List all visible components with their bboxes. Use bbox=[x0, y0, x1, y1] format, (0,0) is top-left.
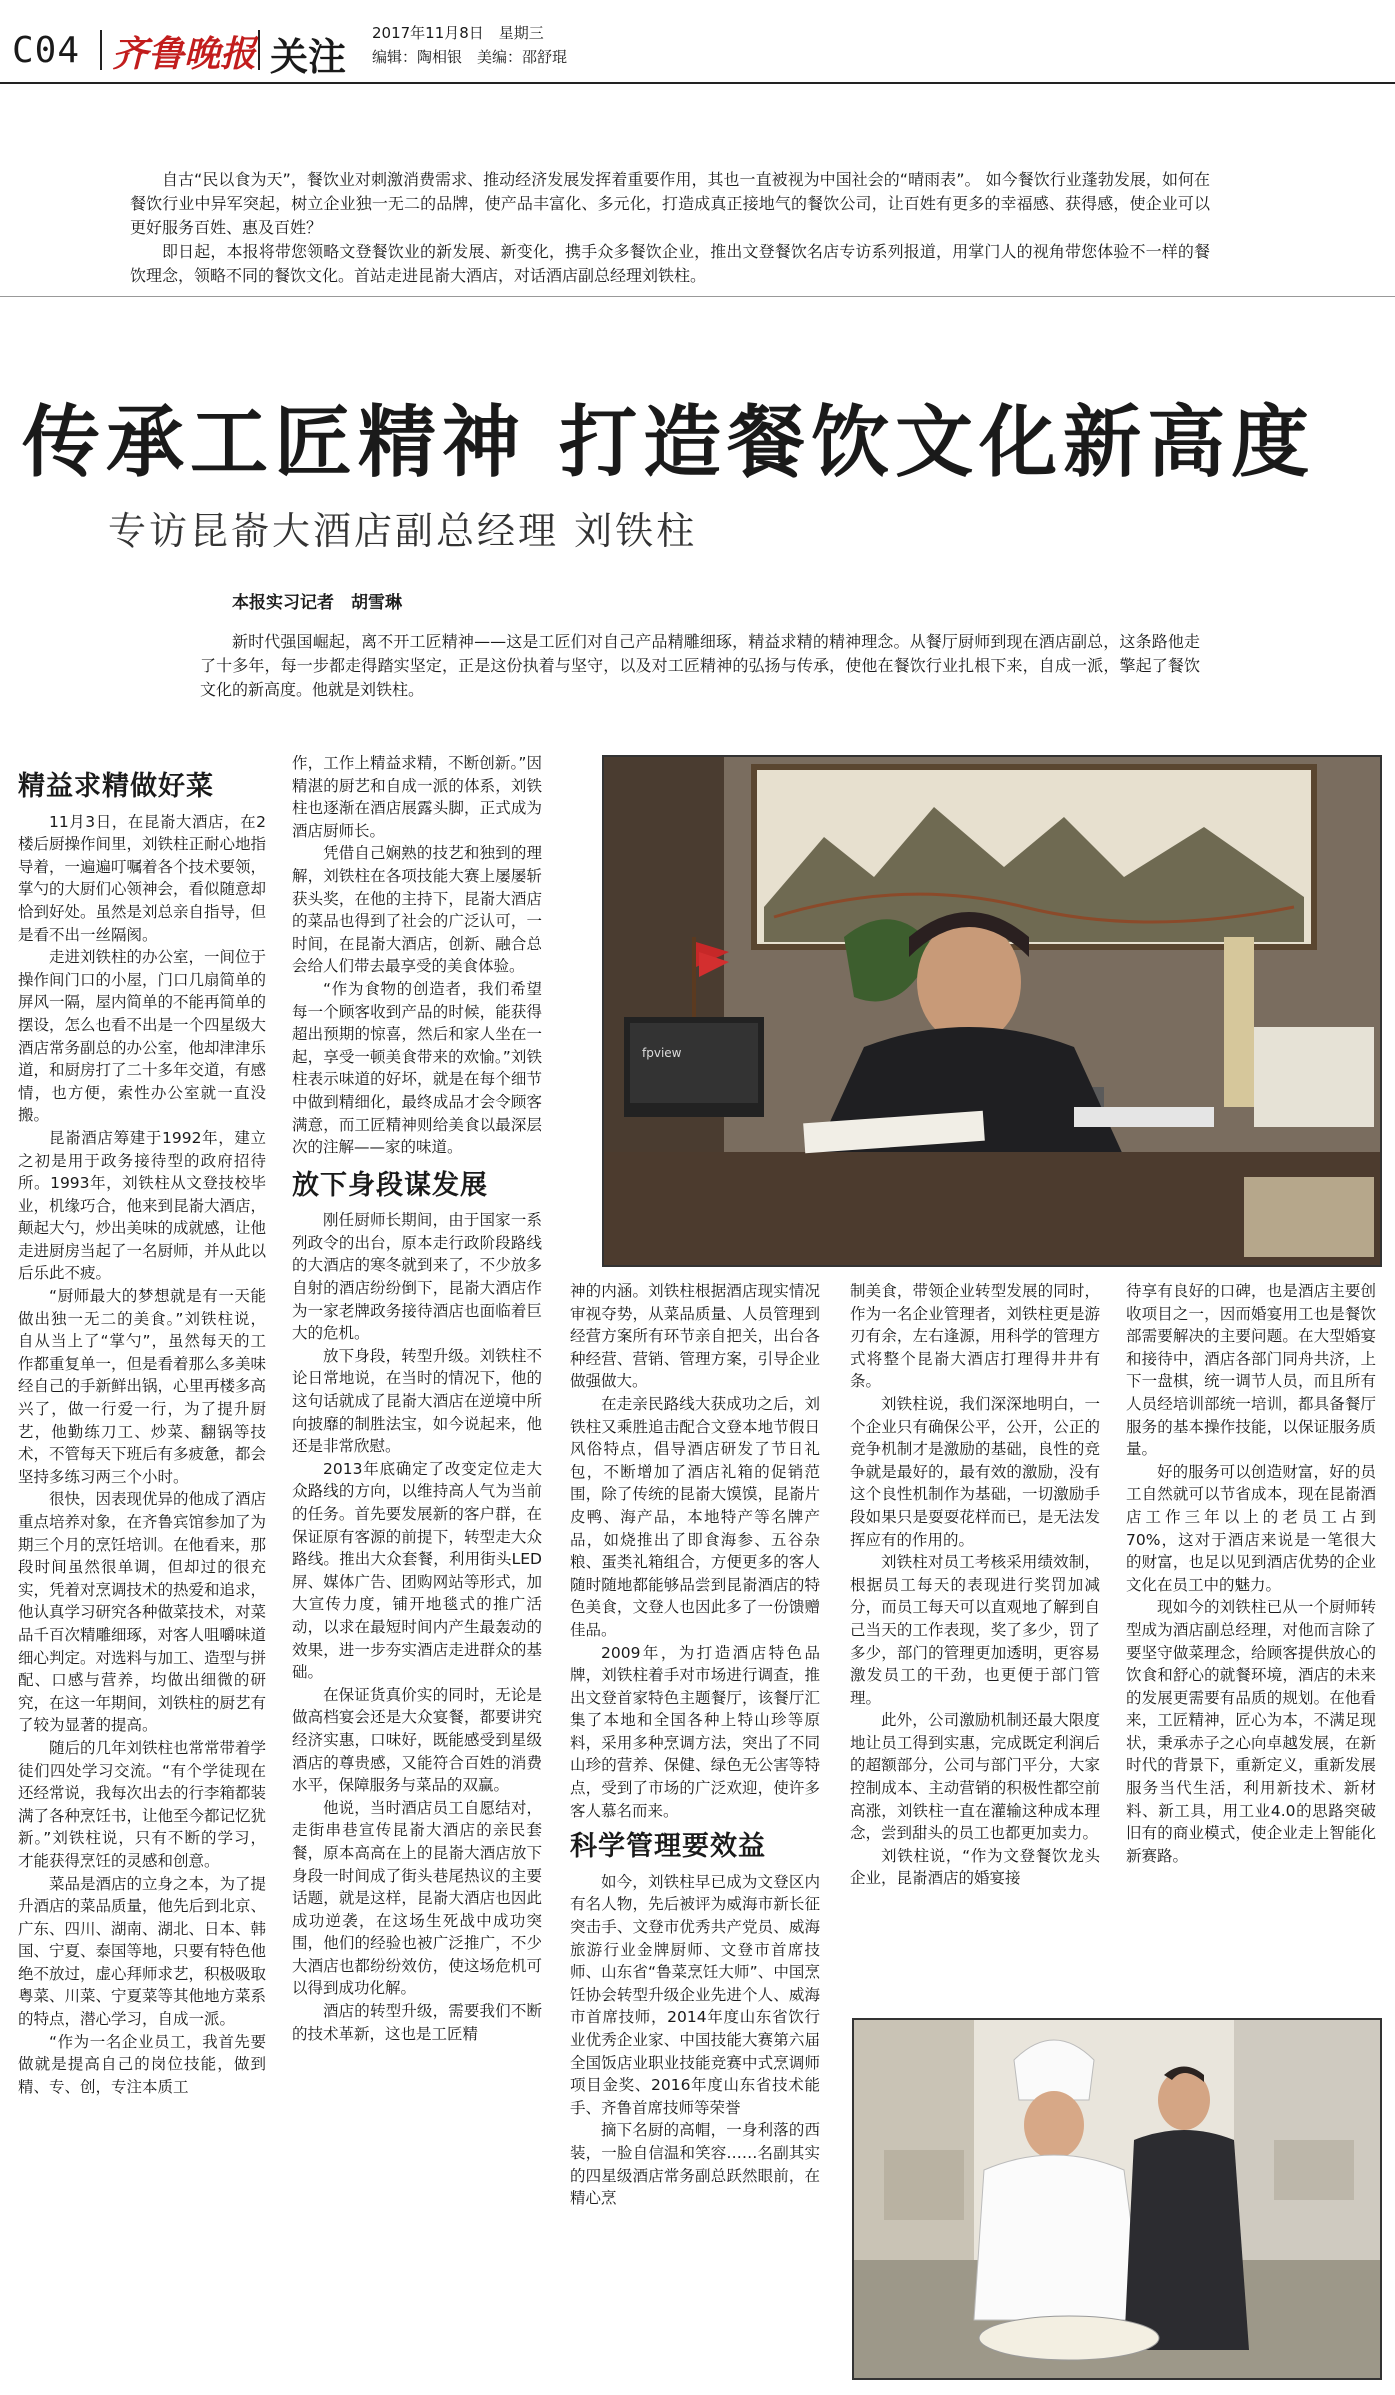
section-title: 关注 bbox=[270, 35, 347, 79]
body-paragraph: 酒店的转型升级，需要我们不断的技术革新，这也是工匠精 bbox=[292, 2002, 542, 2043]
column-2 bbox=[292, 752, 542, 2045]
kitchen-photo bbox=[852, 2018, 1382, 2380]
body-paragraph: 好的服务可以创造财富，好的员工自然就可以节省成本，现在昆嵛酒店工作三年以上的老员工占到70%，这对于酒店来说是一笔很大的财富，也足以见到酒店优势的企业文化在员工中的魅力。 bbox=[1126, 1462, 1376, 1594]
body-paragraph: 待享有良好的口碑，也是酒店主要创收项目之一，因而婚宴用工也是餐饮部需要解决的主要问题。在大型婚宴和接待中，酒店各部门同舟共济，上下一盘棋，统一调节人员，而且所有人员经培训部统一培训，都具备餐厅服务的基本操作技能，以保证服务质量。 bbox=[1126, 1282, 1376, 1459]
section-heading: 精益求精做好菜 bbox=[18, 771, 214, 802]
kitchen-photo-icon bbox=[854, 2020, 1380, 2378]
body-paragraph: 如今，刘铁柱早已成为文登区内有名人物，先后被评为威海市新长征突击手、文登市优秀共产党员、威海旅游行业金牌厨师、文登市首席技师、山东省“鲁菜烹饪大师”、中国烹饪协会转型升级企业先进个人、威海市首席技师，2014年度山东省饮行业优秀企业家、中国技能大赛第六届全国饭店业职业技能竞赛中式烹调师项目金奖、2016年度山东省技术能手、齐鲁首席技师等荣誉 bbox=[570, 1872, 820, 2117]
headline: 传承工匠精神 打造餐饮文化新高度 bbox=[22, 398, 1316, 488]
column-1 bbox=[18, 770, 266, 2098]
body-paragraph: 2013年底确定了改变定位走大众路线的方向，以维持高人气为当前的任务。首先要发展新的客户群，在保证原有客源的前提下，转型走大众路线。推出大众套餐，利用街头LED屏、媒体广告、团购网站等形式，加大宣传力度，铺开地毯式的推广活动，以求在最短时间内产生最轰动的效果，进一步夯实酒店走进群众的基础。 bbox=[292, 1459, 542, 1682]
intro-paragraph: 即日起，本报将带您领略文登餐饮业的新发展、新变化，携手众多餐饮企业，推出文登餐饮名店专访系列报道，用掌门人的视角带您体验不一样的餐饮理念，领略不同的餐饮文化。首站走进昆嵛大酒店，对话酒店副总经理刘铁柱。 bbox=[130, 242, 1210, 285]
body-paragraph: 11月3日，在昆嵛大酒店，在2楼后厨操作间里，刘铁柱正耐心地指导着，一遍遍叮嘱着各个技术要领，掌勺的大厨们心领神会，看似随意却恰到好处。虽然是刘总亲自指导，但是看不出一丝隔阂。 bbox=[18, 812, 267, 944]
body-paragraph: “厨师最大的梦想就是有一天能做出独一无二的美食。”刘铁柱说，自从当上了“掌勺”，虽然每天的工作都重复单一，但是看着那么多美味经自己的手新鲜出锅，心里再楼多高兴了，做一行爱一行，为了提升厨艺，他勤练刀工、炒菜、翻锅等技术，不管每天下班后有多疲惫，都会坚持多练习两三个小时。 bbox=[18, 1287, 267, 1486]
body-paragraph: 作，工作上精益求精，不断创新。”因精湛的厨艺和自成一派的体系，刘铁柱也逐渐在酒店展露头脚，正式成为酒店厨师长。 bbox=[292, 754, 542, 840]
header-rule bbox=[0, 82, 1395, 84]
header-divider bbox=[258, 30, 260, 70]
column-5 bbox=[1126, 1280, 1376, 1867]
page-number: C04 bbox=[12, 30, 81, 71]
body-paragraph: 神的内涵。刘铁柱根据酒店现实情况审视夺势，从菜品质量、人员管理到经营方案所有环节亲自把关，出台各种经营、营销、管理方案，引导企业做强做大。 bbox=[570, 1282, 820, 1391]
masthead-logo: 齐鲁晚报 bbox=[112, 33, 257, 75]
body-paragraph: 刘铁柱说，我们深深地明白，一个企业只有确保公平，公开，公正的竞争机制才是激励的基础，良性的竞争就是最好的，最有效的激励，没有这个良性机制作为基础，一切激励手段如果只是耍耍花样而已，是无法发挥应有的作用的。 bbox=[850, 1394, 1100, 1549]
body-paragraph: “作为一名企业员工，我首先要做就是提高自己的岗位技能，做到精、专、创，专注本质工 bbox=[18, 2032, 266, 2096]
series-intro bbox=[130, 168, 1210, 288]
body-paragraph: 放下身段，转型升级。刘铁柱不论日常地说，在当时的情况下，他的这句话就成了昆嵛大酒店在逆境中所向披靡的制胜法宝，如今说起来，他还是非常欣慰。 bbox=[292, 1346, 542, 1456]
body-paragraph: 走进刘铁柱的办公室，一间位于操作间门口的小屋，门口几扇简单的屏风一隔，屋内简单的不能再简单的摆设，怎么也看不出是一个四星级大酒店常务副总的办公室，他却津津乐道，和厨房打了二十多年交道，有感情，也方便，索性办公室就一直没搬。 bbox=[18, 948, 267, 1125]
section-heading: 放下身段谋发展 bbox=[292, 1169, 488, 1201]
lead-paragraph: 新时代强国崛起，离不开工匠精神——这是工匠们对自己产品精雕细琢，精益求精的精神理念。从餐厅厨师到现在酒店副总，这条路他走了十多年，每一步都走得踏实坚定，正是这份执着与坚守，以及对工匠精神的弘扬与传承，使他在餐饮行业扎根下来，自成一派，擎起了餐饮文化的新高度。他就是刘铁柱。 bbox=[200, 632, 1200, 699]
monitor-brand: fpview bbox=[642, 1046, 682, 1060]
body-paragraph: 刚任厨师长期间，由于国家一系列政令的出台，原本走行政阶段路线的大酒店的寒冬就到来了，不少放多自射的酒店纷纷倒下，昆嵛大酒店作为一家老牌政务接待酒店也面临着巨大的危机。 bbox=[292, 1211, 542, 1343]
section-heading: 科学管理要效益 bbox=[570, 1831, 766, 1863]
byline: 本报实习记者 胡雪琳 bbox=[232, 593, 402, 613]
body-paragraph: 菜品是酒店的立身之本，为了提升酒店的菜品质量，他先后到北京、广东、四川、湖南、湖北、日本、韩国、宁夏、泰国等地，只要有特色他绝不放过，虚心拜师求艺，积极吸取粤菜、川菜、宁夏菜等其他地方菜系的特点，潜心学习，自成一派。 bbox=[18, 1874, 267, 2029]
column-3 bbox=[570, 1280, 820, 2210]
body-paragraph: 他说，当时酒店员工自愿结对，走街串巷宣传昆嵛大酒店的亲民套餐，原本高高在上的昆嵛大酒店放下身段一时间成了街头巷尾热议的主要话题，就是这样，昆嵛大酒店也因此成功逆袭，在这场生死战中成功突围，他们的经验也被广泛推广，不少大酒店也都纷纷效仿，使这场危机可以得到成功化解。 bbox=[292, 1798, 542, 1998]
body-paragraph: “作为食物的创造者，我们希望每一个顾客收到产品的时候，能获得超出预期的惊喜，然后和家人坐在一起，享受一顿美食带来的欢愉。”刘铁柱表示味道的好坏，就是在每个细节中做到精细化，最终成品才会令顾客满意，而工匠精神则给美食以最深层次的注解——家的味道。 bbox=[292, 979, 542, 1157]
body-paragraph: 在走亲民路线大获成功之后，刘铁柱又乘胜追击配合文登本地节假日风俗特点，倡导酒店研发了节日礼包，不断增加了酒店礼箱的促销范围，除了传统的昆嵛大馍馍，昆嵛片皮鸭、海产品，本地特产等名牌产品，如烧推出了即食海参、五谷杂粮、蛋类礼箱组合，方便更多的客人随时随地都能够品尝到昆嵛酒店的特色美食，文登人也因此多了一份馈赠佳品。 bbox=[570, 1394, 820, 1639]
body-paragraph: 2009年，为打造酒店特色品牌，刘铁柱着手对市场进行调查，推出文登首家特色主题餐厅，该餐厅汇集了本地和全国各种上特山珍等原料，采用多种烹调方法，突出了不同山珍的营养、保健、绿色无公害等特点，受到了市场的广泛欢迎，使许多客人慕名而来。 bbox=[570, 1643, 820, 1820]
office-photo-icon bbox=[604, 757, 1380, 1265]
editors-line: 编辑：陶相银 美编：邵舒琨 bbox=[372, 48, 568, 66]
body-paragraph: 现如今的刘铁柱已从一个厨师转型成为酒店副总经理，对他而言除了要坚守做菜理念，给顾客提供放心的饮食和舒心的就餐环境，酒店的未来的发展更需要有品质的规划。在他看来，工匠精神，匠心为本，不满足现状，秉承赤子之心向卓越发展，在新时代的背景下，重新定义，重新发展服务当代生活，利用新技术、新材料、新工具，用工业4.0的思路突破旧有的商业模式，使企业走上智能化新赛路。 bbox=[1126, 1598, 1376, 1865]
subheadline: 专访昆嵛大酒店副总经理 刘铁柱 bbox=[108, 509, 698, 553]
office-photo bbox=[602, 755, 1382, 1267]
header-divider bbox=[100, 30, 102, 70]
body-paragraph: 在保证货真价实的同时，无论是做高档宴会还是大众宴餐，都要讲究经济实惠，口味好，既能感受到星级酒店的尊贵感，又能符合百姓的消费水平，保障服务与菜品的双赢。 bbox=[292, 1685, 542, 1795]
intro-rule bbox=[0, 296, 1395, 297]
column-4 bbox=[850, 1280, 1100, 1890]
body-paragraph: 制美食，带领企业转型发展的同时，作为一名企业管理者，刘铁柱更是游刃有余，左右逢源，用科学的管理方式将整个昆嵛大酒店打理得井井有条。 bbox=[850, 1282, 1100, 1391]
body-paragraph: 刘铁柱对员工考核采用绩效制，根据员工每天的表现进行奖罚加减分，而员工每天可以直观地了解到自己当天的工作表现，奖了多少，罚了多少，部门的管理更加透明，更容易激发员工的干劲，也更便于部门管理。 bbox=[850, 1553, 1100, 1707]
body-paragraph: 刘铁柱说，“作为文登餐饮龙头企业，昆嵛酒店的婚宴接 bbox=[850, 1846, 1100, 1888]
intro-paragraph: 自古“民以食为天”，餐饮业对刺激消费需求、推动经济发展发挥着重要作用，其也一直被视为中国社会的“晴雨表”。 如今餐饮行业蓬勃发展，如何在餐饮行业中异军突起，树立企业独一无二的品牌，使产品丰富化、多元化，打造成真正接地气的餐饮公司，让百姓有更多的幸福感、获得感，使企业可以更好服务百姓、惠及百姓？ bbox=[130, 170, 1210, 237]
body-paragraph: 昆嵛酒店筹建于1992年，建立之初是用于政务接待型的政府招待所。1993年，刘铁柱从文登技校毕业，机缘巧合，他来到昆嵛大酒店，颠起大勺，炒出美味的成就感，让他走进厨房当起了一名厨师，并从此以后乐此不疲。 bbox=[18, 1128, 267, 1283]
body-paragraph: 摘下名厨的高帽，一身利落的西装，一脸自信温和笑容……名副其实的四星级酒店常务副总跃然眼前，在精心烹 bbox=[570, 2121, 820, 2208]
body-paragraph: 此外，公司激励机制还最大限度地让员工得到实惠，完成既定利润后的超额部分，公司与部门平分，大家控制成本、主动营销的积极性都空前高涨，刘铁柱一直在灌输这种成本理念，尝到甜头的员工也都更加卖力。 bbox=[850, 1711, 1100, 1843]
body-paragraph: 凭借自己娴熟的技艺和独到的理解，刘铁柱在各项技能大赛上屡屡斩获头奖，在他的主持下，昆嵛大酒店的菜品也得到了社会的广泛认可，一时间，在昆嵛大酒店，创新、融合总会给人们带去最享受的美食体验。 bbox=[292, 844, 542, 976]
dateline: 2017年11月8日 星期三 bbox=[372, 24, 544, 42]
body-paragraph: 很快，因表现优异的他成了酒店重点培养对象，在齐鲁宾馆参加了为期三个月的烹饪培训。在他看来，那段时间虽然很单调，但却过的很充实，凭着对烹调技术的热爱和追求，他认真学习研究各种做菜技术，对菜品千百次精雕细琢，对客人咀嚼味道细心判定。对选料与加工、造型与拼配、口感与营养，均做出细微的研究，在这一年期间，刘铁柱的厨艺有了较为显著的提高。 bbox=[18, 1490, 267, 1735]
body-paragraph: 随后的几年刘铁柱也常常带着学徒们四处学习交流。“有个学徒现在还经常说，我每次出去的行李箱都装满了各种烹饪书，让他至今都记忆犹新。”刘铁柱说，只有不断的学习，才能获得烹饪的灵感和创意。 bbox=[18, 1738, 267, 1870]
